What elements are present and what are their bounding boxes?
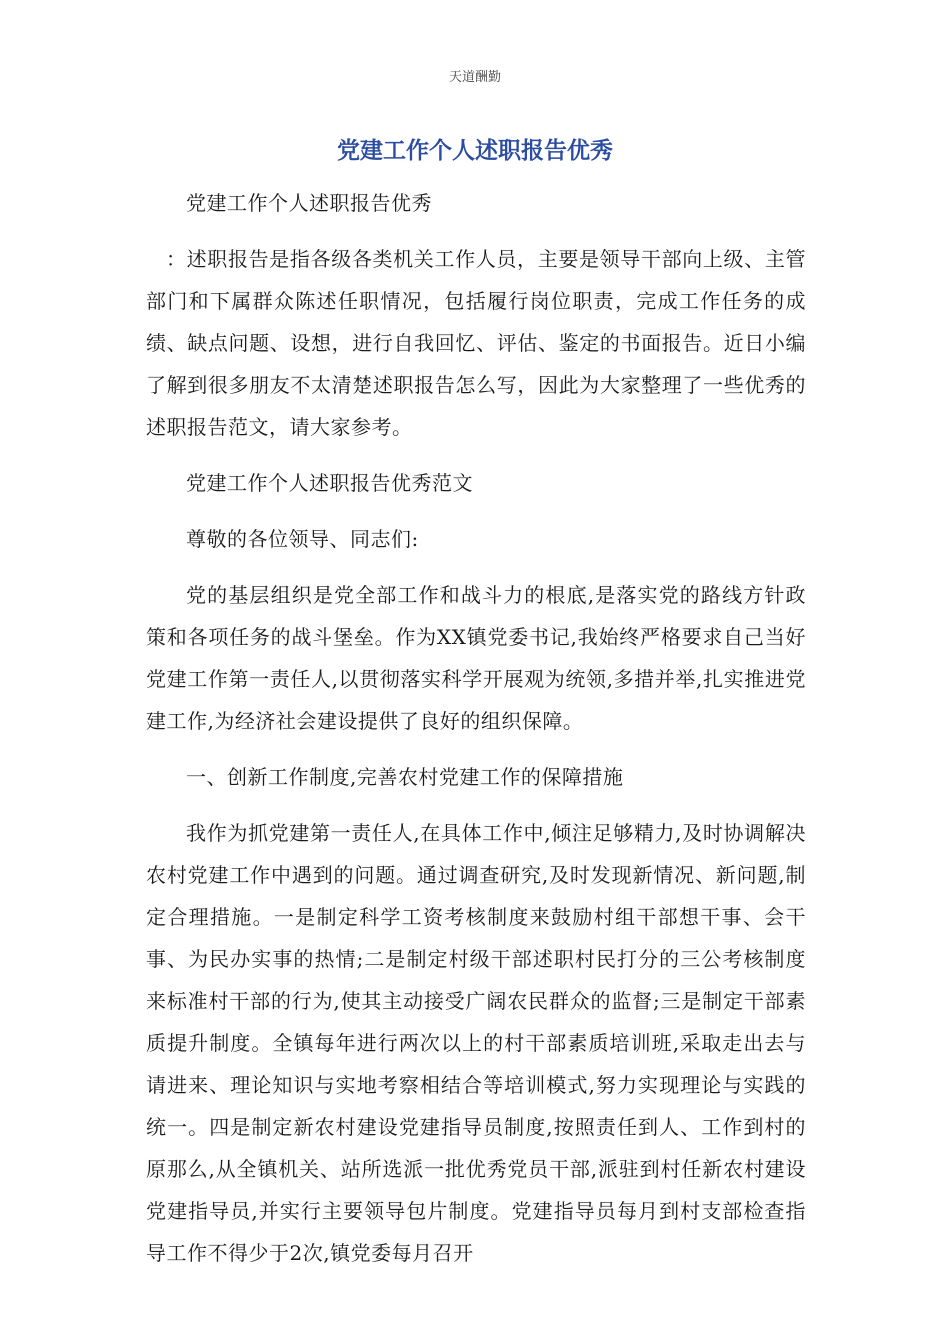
section-heading: 党建工作个人述职报告优秀范文 — [186, 471, 473, 495]
body-paragraph: 党的基层组织是党全部工作和战斗力的根底,是落实党的路线方针政策和各项任务的战斗堡垒。作为XX镇党委书记,我始终严格要求自己当好党建工作第一责任人,以贯彻落实科学开展观为统领,多措并举,扎实推进党建工作,为经济社会建设提供了良好的组织保障。 — [146, 583, 806, 733]
subtitle-paragraph: 党建工作个人述职报告优秀 — [186, 191, 432, 215]
header-note: 天道酬勤 — [448, 70, 501, 85]
salutation: 尊敬的各位领导、同志们: — [186, 527, 419, 551]
document-title: 党建工作个人述职报告优秀 — [337, 138, 613, 164]
section-heading: 一、创新工作制度,完善农村党建工作的保障措施 — [186, 765, 624, 789]
body-paragraph: 我作为抓党建第一责任人,在具体工作中,倾注足够精力,及时协调解决农村党建工作中遇到的问题。通过调查研究,及时发现新情况、新问题,制定合理措施。一是制定科学工资考核制度来鼓励村组干部想干事、会干事、为民办实事的热情;二是制定村级干部述职村民打分的三公考核制度来标准村干部的行为,使其主动接受广阔农民群众的监督;三是制定干部素质提升制度。全镇每年进行两次以上的村干部素质培训班,采取走出去与请进来、理论知识与实地考察相结合等培训模式,努力实现理论与实践的统一。四是制定新农村建设党建指导员制度,按照责任到人、工作到村的原那么,从全镇机关、站所选派一批优秀党员干部,派驻到村任新农村建设党建指导员,并实行主要领导包片制度。党建指导员每月到村支部检查指导工作不得少于2次,镇党委每月召开 — [146, 821, 806, 1265]
document-body — [146, 182, 806, 1288]
intro-paragraph: ：述职报告是指各级各类机关工作人员，主要是领导干部向上级、主管部门和下属群众陈述任职情况，包括履行岗位职责，完成工作任务的成绩、缺点问题、设想，进行自我回忆、评估、鉴定的书面报告。近日小编了解到很多朋友不太清楚述职报告怎么写，因此为大家整理了一些优秀的述职报告范文，请大家参考。 — [146, 247, 806, 439]
